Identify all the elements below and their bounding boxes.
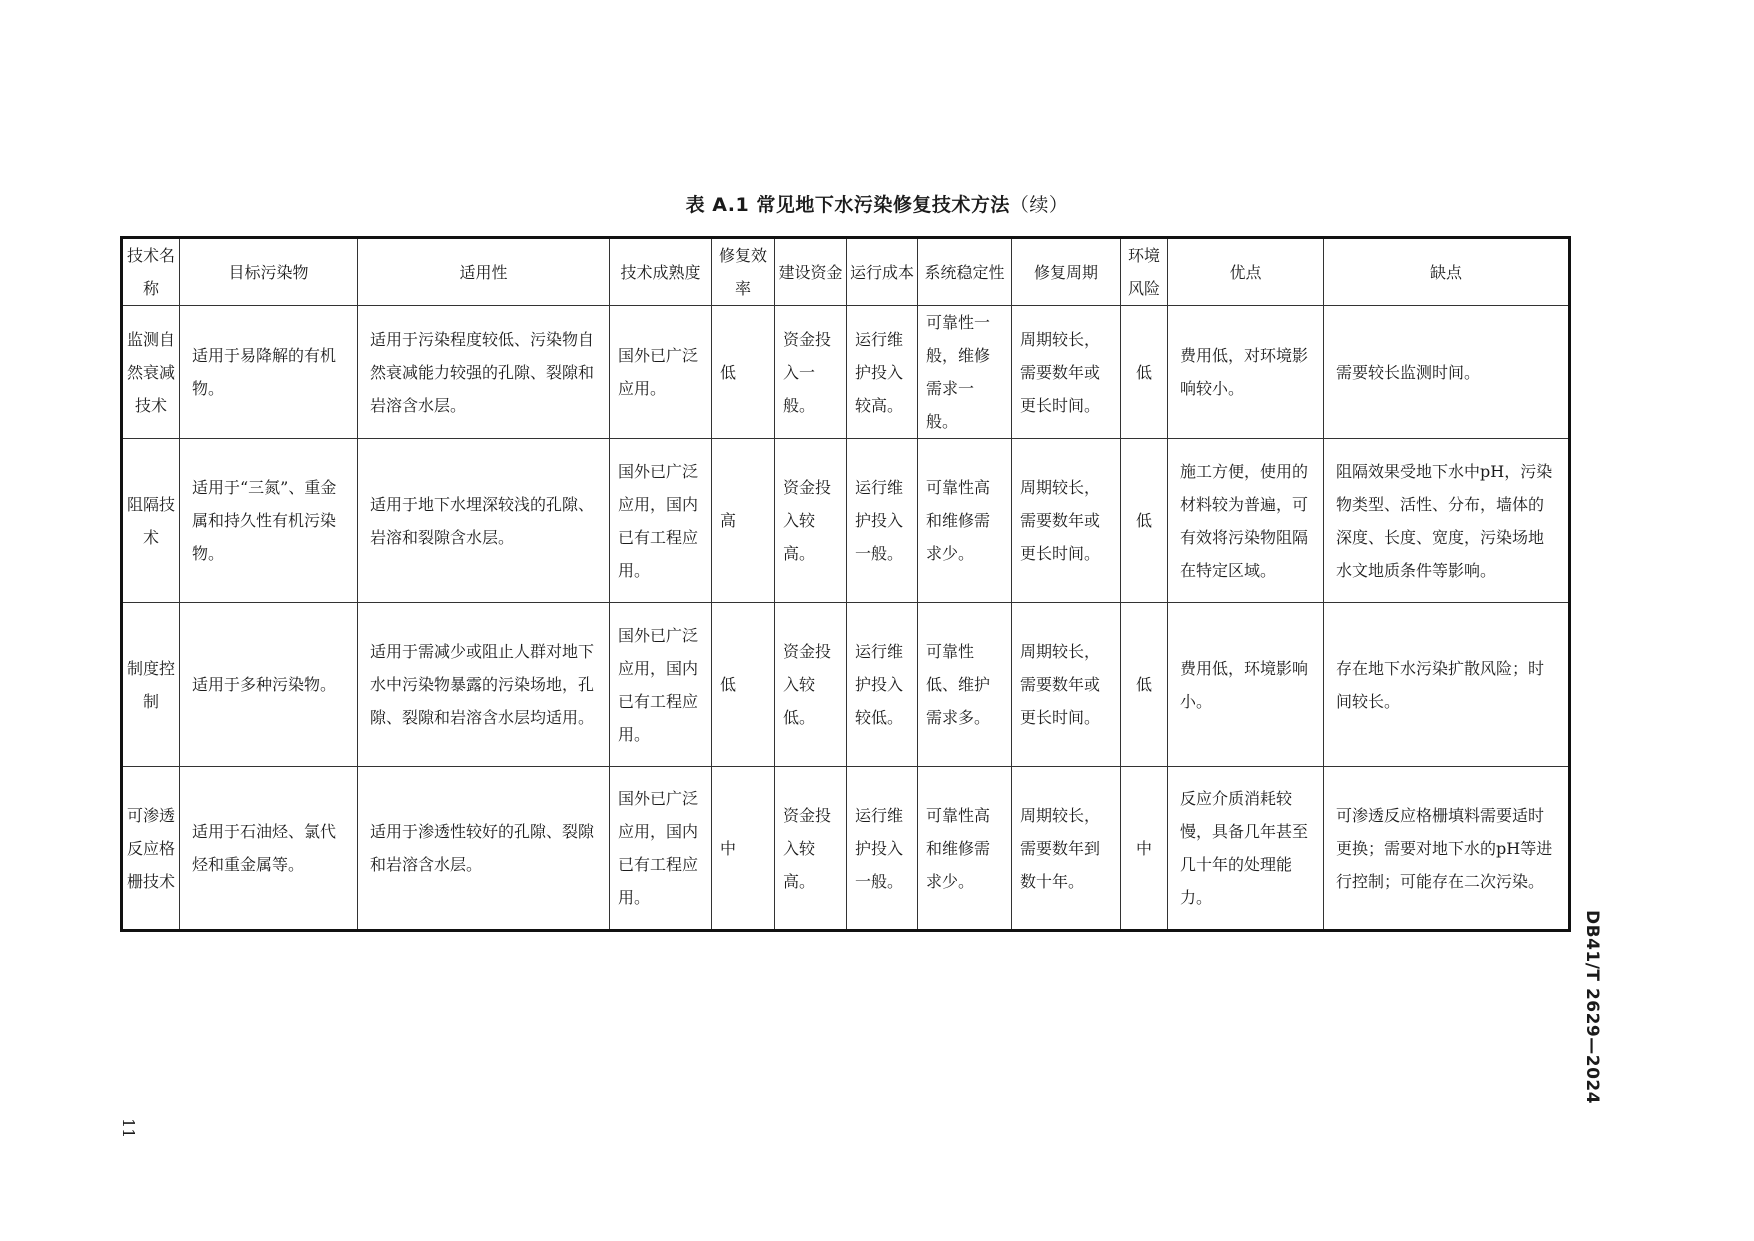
page-number: 11 <box>119 1118 138 1139</box>
cell-capital: 资金投入较高。 <box>775 439 847 603</box>
cell-pros: 费用低，环境影响小。 <box>1168 603 1324 767</box>
table-header-row <box>122 238 1570 306</box>
header-cons: 缺点 <box>1324 238 1570 306</box>
header-pros: 优点 <box>1168 238 1324 306</box>
cell-target: 适用于石油烃、氯代烃和重金属等。 <box>180 767 358 931</box>
cell-maturity: 国外已广泛应用，国内已有工程应用。 <box>610 603 712 767</box>
cell-period: 周期较长，需要数年或更长时间。 <box>1012 306 1121 439</box>
cell-pros: 费用低，对环境影响较小。 <box>1168 306 1324 439</box>
cell-stability: 可靠性高和维修需求少。 <box>918 439 1012 603</box>
header-period: 修复周期 <box>1012 238 1121 306</box>
cell-efficiency: 低 <box>712 603 775 767</box>
header-stability: 系统稳定性 <box>918 238 1012 306</box>
cell-efficiency: 低 <box>712 306 775 439</box>
cell-risk: 低 <box>1121 439 1168 603</box>
header-name: 技术名称 <box>122 238 180 306</box>
cell-target: 适用于多种污染物。 <box>180 603 358 767</box>
cell-period: 周期较长，需要数年到数十年。 <box>1012 767 1121 931</box>
cell-stability: 可靠性高和维修需求少。 <box>918 767 1012 931</box>
cell-risk: 中 <box>1121 767 1168 931</box>
table-row <box>122 306 1570 439</box>
cell-cons: 可渗透反应格栅填料需要适时更换；需要对地下水的pH等进行控制；可能存在二次污染。 <box>1324 767 1570 931</box>
cell-cons: 存在地下水污染扩散风险；时间较长。 <box>1324 603 1570 767</box>
remediation-methods-table <box>120 236 1571 932</box>
cell-name: 可渗透反应格栅技术 <box>122 767 180 931</box>
header-applicability: 适用性 <box>358 238 610 306</box>
cell-period: 周期较长，需要数年或更长时间。 <box>1012 603 1121 767</box>
cell-efficiency: 中 <box>712 767 775 931</box>
cell-operating: 运行维护投入一般。 <box>847 767 918 931</box>
cell-stability: 可靠性低、维护需求多。 <box>918 603 1012 767</box>
cell-name: 制度控制 <box>122 603 180 767</box>
cell-name: 监测自然衰减技术 <box>122 306 180 439</box>
header-target: 目标污染物 <box>180 238 358 306</box>
cell-operating: 运行维护投入一般。 <box>847 439 918 603</box>
cell-cons: 需要较长监测时间。 <box>1324 306 1570 439</box>
header-risk: 环境风险 <box>1121 238 1168 306</box>
cell-name: 阻隔技术 <box>122 439 180 603</box>
header-capital: 建设资金 <box>775 238 847 306</box>
table-title-continued: （续） <box>1009 194 1069 216</box>
standard-code: DB41/T 2629—2024 <box>1582 910 1602 1105</box>
cell-target: 适用于易降解的有机物。 <box>180 306 358 439</box>
header-operating: 运行成本 <box>847 238 918 306</box>
cell-stability: 可靠性一般，维修需求一般。 <box>918 306 1012 439</box>
cell-applicability: 适用于渗透性较好的孔隙、裂隙和岩溶含水层。 <box>358 767 610 931</box>
cell-maturity: 国外已广泛应用。 <box>610 306 712 439</box>
cell-pros: 反应介质消耗较慢，具备几年甚至几十年的处理能力。 <box>1168 767 1324 931</box>
cell-efficiency: 高 <box>712 439 775 603</box>
cell-target: 适用于“三氮”、重金属和持久性有机污染物。 <box>180 439 358 603</box>
cell-maturity: 国外已广泛应用，国内已有工程应用。 <box>610 439 712 603</box>
header-efficiency: 修复效率 <box>712 238 775 306</box>
cell-capital: 资金投入一般。 <box>775 306 847 439</box>
table-title-main: 表 A.1 常见地下水污染修复技术方法 <box>685 194 1010 216</box>
cell-operating: 运行维护投入较高。 <box>847 306 918 439</box>
cell-capital: 资金投入较低。 <box>775 603 847 767</box>
cell-cons: 阻隔效果受地下水中pH，污染物类型、活性、分布，墙体的深度、长度、宽度，污染场地水文地质条件等影响。 <box>1324 439 1570 603</box>
cell-capital: 资金投入较高。 <box>775 767 847 931</box>
table-row <box>122 767 1570 931</box>
table-row <box>122 439 1570 603</box>
table-row <box>122 603 1570 767</box>
cell-period: 周期较长，需要数年或更长时间。 <box>1012 439 1121 603</box>
table-title <box>0 190 1754 217</box>
cell-operating: 运行维护投入较低。 <box>847 603 918 767</box>
cell-pros: 施工方便，使用的材料较为普遍，可有效将污染物阻隔在特定区域。 <box>1168 439 1324 603</box>
cell-applicability: 适用于需减少或阻止人群对地下水中污染物暴露的污染场地，孔隙、裂隙和岩溶含水层均适用。 <box>358 603 610 767</box>
cell-applicability: 适用于地下水埋深较浅的孔隙、岩溶和裂隙含水层。 <box>358 439 610 603</box>
cell-maturity: 国外已广泛应用，国内已有工程应用。 <box>610 767 712 931</box>
cell-applicability: 适用于污染程度较低、污染物自然衰减能力较强的孔隙、裂隙和岩溶含水层。 <box>358 306 610 439</box>
header-maturity: 技术成熟度 <box>610 238 712 306</box>
cell-risk: 低 <box>1121 603 1168 767</box>
cell-risk: 低 <box>1121 306 1168 439</box>
